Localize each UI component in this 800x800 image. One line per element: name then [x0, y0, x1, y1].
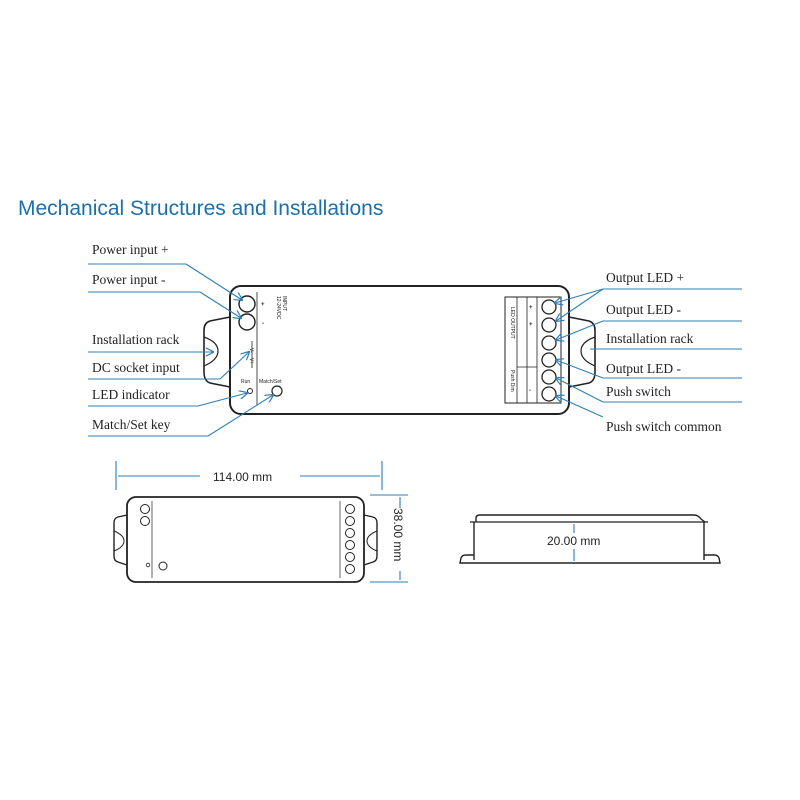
input-minus-mark: -	[262, 321, 264, 327]
out-plus-mark-2: +	[529, 322, 533, 328]
dc-socket	[248, 341, 254, 368]
label-installation-rack-left: Installation rack	[92, 332, 180, 347]
push-dim-caption: Push Dim	[509, 370, 515, 392]
label-led-indicator: LED indicator	[92, 387, 170, 402]
left-callouts	[88, 242, 273, 436]
input-caption: INPUT	[281, 296, 287, 311]
terminal-power-minus	[239, 314, 255, 330]
device-side-view	[460, 515, 720, 563]
out-minus-mark: -	[529, 388, 531, 394]
dim-height: 20.00 mm	[547, 534, 601, 548]
label-installation-rack-right: Installation rack	[606, 331, 694, 346]
terminal-out-6	[542, 387, 556, 401]
label-push-switch: Push switch	[606, 384, 671, 399]
led-indicator	[248, 389, 253, 394]
label-match-set-key: Match/Set key	[92, 417, 171, 432]
label-power-input-minus: Power input -	[92, 272, 166, 287]
match-set-key	[272, 386, 282, 396]
device-dimension-view	[114, 461, 408, 582]
terminal-out-3	[542, 336, 556, 350]
terminal-power-plus	[239, 296, 255, 312]
terminal-out-2	[542, 318, 556, 332]
terminal-out-5	[542, 370, 556, 384]
dim-width: 38.00 mm	[391, 508, 405, 562]
terminal-out-4	[542, 353, 556, 367]
right-callouts	[555, 270, 742, 434]
page-title: Mechanical Structures and Installations	[18, 197, 384, 220]
label-dc-socket-input: DC socket input	[92, 360, 180, 375]
terminal-out-1	[542, 300, 556, 314]
dimension-body-outline	[127, 497, 364, 582]
device-top-view	[204, 286, 595, 414]
input-plus-mark: +	[261, 302, 265, 308]
dc-socket-v-minus: V-	[248, 348, 254, 353]
input-voltage: 12-24VDC	[275, 296, 281, 320]
match-set-caption: Match/Set	[259, 379, 282, 385]
input-caption-group	[275, 296, 287, 320]
out-plus-mark-1: +	[529, 305, 533, 311]
dim-length: 114.00 mm	[213, 470, 273, 484]
label-output-led-plus: Output LED +	[606, 270, 685, 285]
dc-socket-v-plus: V+	[248, 358, 254, 365]
led-output-caption: LED OUTPUT	[509, 307, 515, 339]
label-output-led-minus-2: Output LED -	[606, 361, 681, 376]
run-caption: Run	[241, 379, 251, 385]
label-output-led-minus-1: Output LED -	[606, 302, 681, 317]
label-push-switch-common: Push switch common	[606, 419, 722, 434]
label-power-input-plus: Power input +	[92, 242, 169, 257]
